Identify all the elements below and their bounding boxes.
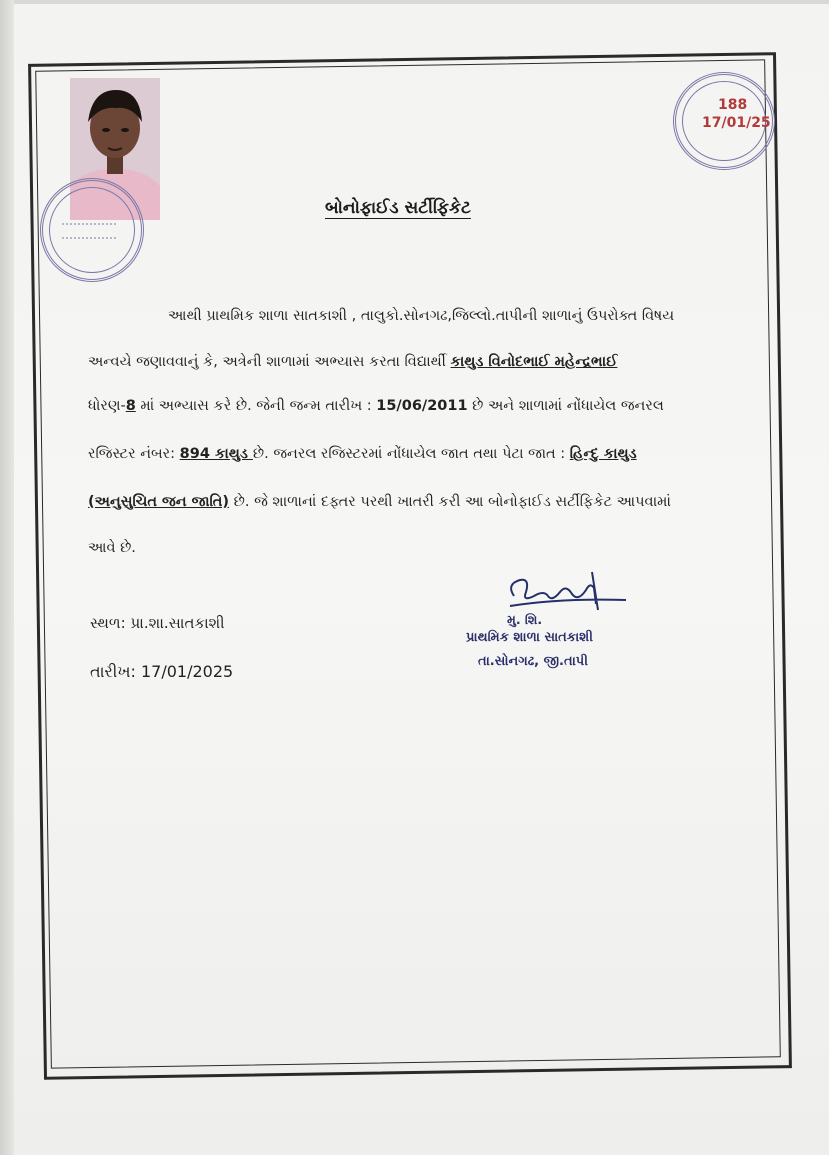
stamp-number: 188 xyxy=(718,97,748,113)
stamp-left-lines xyxy=(40,178,138,276)
birth-date: 15/06/2011 xyxy=(376,398,468,414)
register-number: 894 કાથુડ xyxy=(179,446,253,462)
line3-mid: માં અભ્યાસ કરે છે. જેની જન્મ તારીખ : xyxy=(135,398,377,414)
body-line-2 xyxy=(88,354,617,370)
body-line-5 xyxy=(88,494,671,510)
caste-value: હિન્દુ કાથુડ xyxy=(569,446,637,462)
line3-post: છે અને શાળામાં નોંધાયેલ જનરલ xyxy=(467,398,664,414)
subcaste-value: (અનુસુચિત જન જાતિ) xyxy=(88,494,230,510)
signatory-address: તા.સોનગઢ, જી.તાપી xyxy=(478,654,588,669)
line5-post: છે. જે શાળાનાં દફ્તર પરથી ખાતરી કરી આ બોનોફાઈડ સર્ટીફિકેટ આપવામાં xyxy=(229,494,671,510)
left-shadow xyxy=(0,0,14,1155)
certificate-title: બોનોફાઈડ સર્ટીફિકેટ xyxy=(325,198,471,218)
body-line-6: આવે છે. xyxy=(88,540,136,556)
principal-signature xyxy=(500,566,630,616)
place-line: સ્થળ: પ્રા.શા.સાતકાશી xyxy=(90,614,225,632)
standard-value: 8 xyxy=(125,398,136,414)
stamp-date: 17/01/25 xyxy=(702,115,771,131)
school-stamp-right xyxy=(673,72,775,170)
signatory-school: પ્રાથમિક શાળા સાતકાશી xyxy=(466,630,593,645)
school-stamp-left xyxy=(40,178,144,282)
line4-prefix: રજિસ્ટર નંબર: xyxy=(88,446,180,462)
line3-prefix: ધોરણ- xyxy=(88,398,126,414)
student-name: કાથુડ વિનોદભાઈ મહેન્દ્રભાઈ xyxy=(450,354,618,370)
date-line: તારીખ: 17/01/2025 xyxy=(90,662,234,681)
line4-mid: છે. જનરલ રજિસ્ટરમાં નોંધાયેલ જાત તથા પેટા જાત : xyxy=(252,446,570,462)
body-line-4 xyxy=(88,446,637,462)
body-line-3 xyxy=(88,398,664,414)
signatory-designation: મુ. શિ. xyxy=(507,612,543,627)
body-line-1: આથી પ્રાથમિક શાળા સાતકાશી , તાલુકો.સોનગઢ,જિલ્લો.તાપીની શાળાનું ઉપરોક્ત વિષય xyxy=(168,308,675,324)
line2-text: અન્વયે જણાવવાનું કે, અત્રેની શાળામાં અભ્યાસ કરતા વિદ્યાર્થી xyxy=(88,354,451,370)
